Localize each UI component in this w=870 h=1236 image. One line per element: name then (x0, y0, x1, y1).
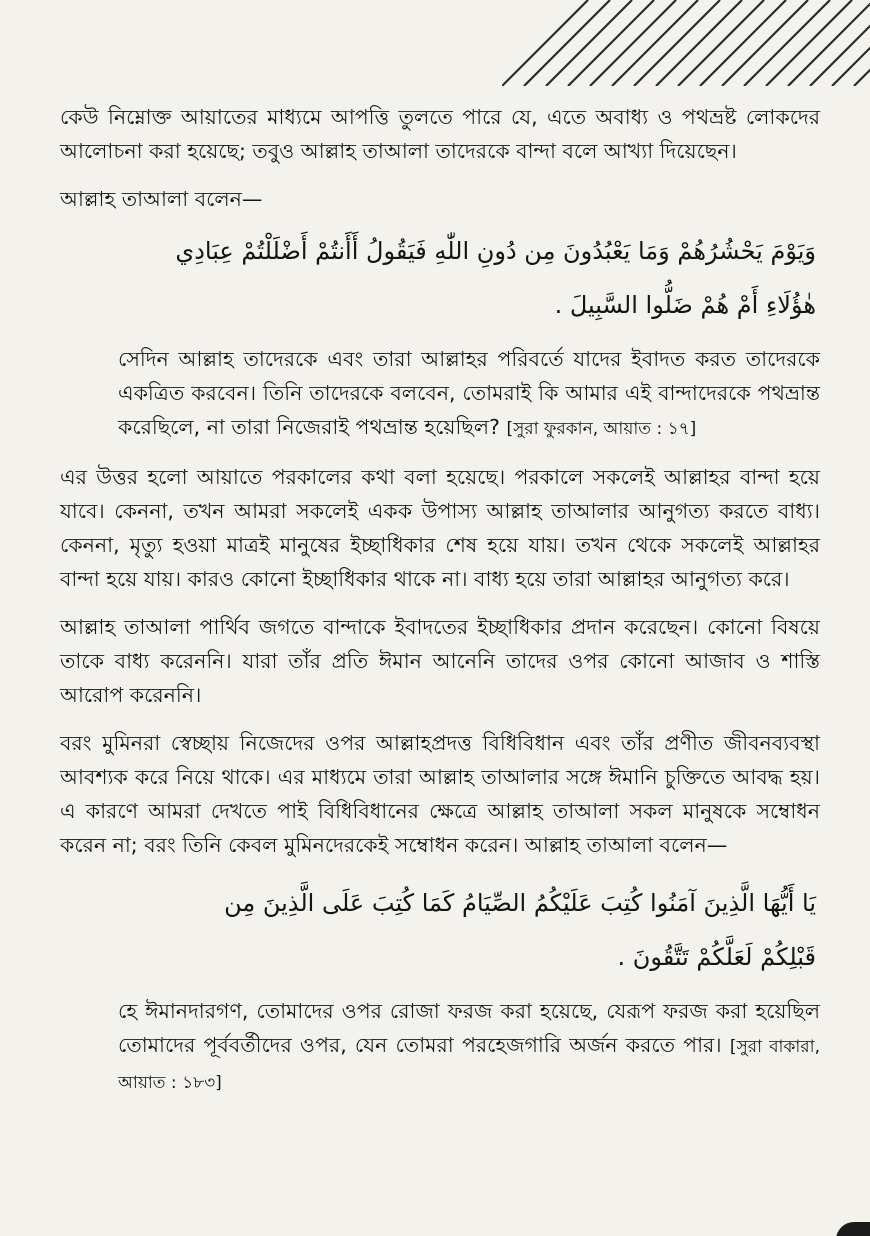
translation-furqan (118, 342, 820, 446)
arabic-line: يَا أَيُّهَا الَّذِينَ آمَنُوا كُتِبَ عَلَيْكُمُ الصِّيَامُ كَمَا كُتِبَ عَلَى الَّذِينَ مِن (224, 889, 816, 917)
verse-reference: [সুরা বাকারা, আয়াত : ১৮৩] (118, 1037, 820, 1093)
verse-reference: [সুরা ফুরকান, আয়াত : ১৭] (506, 419, 697, 439)
page-content (60, 100, 820, 1114)
arabic-verse-baqarah (60, 876, 820, 984)
translation-text: সেদিন আল্লাহ তাদেরকে এবং তারা আল্লাহর পরিবর্তে যাদের ইবাদত করত তাদেরকে একত্রিত করবেন। তিনি তাদেরকে বলবেন, তোমরাই কি আমার এই বান্দাদেরকে পথভ্রান্ত করেছিলে, না তারা নিজেরাই পথভ্রান্ত হয়েছিল? (118, 347, 820, 439)
decorative-stripes (502, 0, 870, 86)
translation-text: হে ঈমানদারগণ, তোমাদের ওপর রোজা ফরজ করা হয়েছে, যেরূপ ফরজ করা হয়েছিল তোমাদের পূর্ববর্তীদের ওপর, যেন তোমরা পরহেজগারি অর্জন করতে পার। (118, 999, 820, 1057)
arabic-line: وَيَوْمَ يَحْشُرُهُمْ وَمَا يَعْبُدُونَ مِن دُونِ اللّٰهِ فَيَقُولُ أَأَنتُمْ أَضْلَلْتُمْ عِبَادِي (175, 237, 816, 265)
paragraph-answer: এর উত্তর হলো আয়াতে পরকালের কথা বলা হয়েছে। পরকালে সকলেই আল্লাহর বান্দা হয়ে যাবে। কেননা, তখন আমরা সকলেই একক উপাস্য আল্লাহ তাআলার আনুগত্য করতে বাধ্য। কেননা, মৃত্যু হওয়া মাত্রই মানুষের ইচ্ছাধিকার শেষ হয়ে যায়। তখন থেকে সকলেই আল্লাহর বান্দা হয়ে যায়। কারও কোনো ইচ্ছাধিকার থাকে না। বাধ্য হয়ে তারা আল্লাহর আনুগত্য করে। (60, 465, 820, 591)
translation-baqarah (118, 994, 820, 1100)
page-corner-mark (836, 1222, 870, 1236)
paragraph-believers: বরং মুমিনরা স্বেচ্ছায় নিজেদের ওপর আল্লাহপ্রদত্ত বিধিবিধান এবং তাঁর প্রণীত জীবনব্যবস্থা আবশ্যক করে নিয়ে থাকে। এর মাধ্যমে তারা আল্লাহ তাআলার সঙ্গে ঈমানি চুক্তিতে আবদ্ধ হয়। এ কারণে আমরা দেখতে পাই বিধিবিধানের ক্ষেত্রে আল্লাহ তাআলা সকল মানুষকে সম্বোধন করেন না; বরং তিনি কেবল মুমিনদেরকেই সম্বোধন করেন। আল্লাহ তাআলা বলেন— (60, 731, 820, 857)
quote-intro: আল্লাহ তাআলা বলেন— (60, 187, 263, 211)
paragraph-objection: কেউ নিম্নোক্ত আয়াতের মাধ্যমে আপত্তি তুলতে পারে যে, এতে অবাধ্য ও পথভ্রষ্ট লোকদের আলোচনা করা হয়েছে; তবুও আল্লাহ তাআলা তাদেরকে বান্দা বলে আখ্যা দিয়েছেন। (60, 105, 820, 163)
paragraph-free-will: আল্লাহ তাআলা পার্থিব জগতে বান্দাকে ইবাদতের ইচ্ছাধিকার প্রদান করেছেন। কোনো বিষয়ে তাকে বাধ্য করেননি। যারা তাঁর প্রতি ঈমান আনেনি তাদের ওপর কোনো আজাব ও শাস্তি আরোপ করেননি। (60, 615, 820, 707)
arabic-verse-furqan (60, 224, 820, 332)
arabic-line: هٰؤُلَاءِ أَمْ هُمْ ضَلُّوا السَّبِيلَ . (554, 291, 816, 319)
arabic-line: قَبْلِكُمْ لَعَلَّكُمْ تَتَّقُونَ . (617, 943, 816, 971)
